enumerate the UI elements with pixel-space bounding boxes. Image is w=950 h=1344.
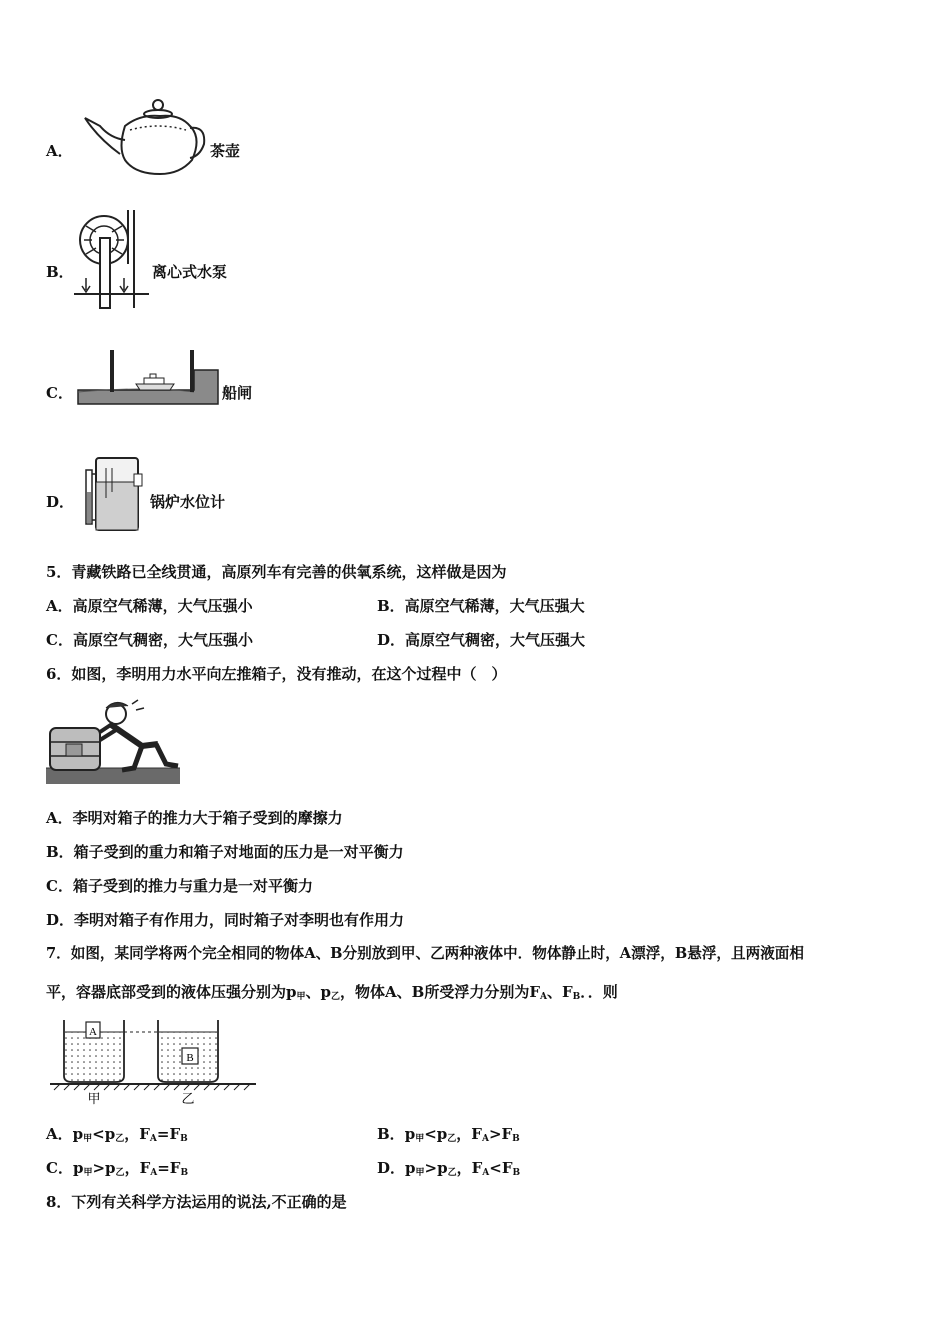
pushing-box-illustration bbox=[46, 698, 182, 786]
q5-option-c: C．高原空气稠密，大气压强小 bbox=[46, 631, 253, 649]
teapot-icon bbox=[80, 98, 210, 178]
liquid-containers-figure bbox=[46, 1018, 261, 1106]
q6-stem: 6．如图，李明用力水平向左推箱子，没有推动，在这个过程中（ ） bbox=[46, 665, 507, 683]
q4-option-d-caption: 锅炉水位计 bbox=[150, 493, 226, 511]
box-a-label: A bbox=[89, 1026, 97, 1038]
q5-option-d: D．高原空气稠密，大气压强大 bbox=[377, 631, 586, 649]
container-yi-label: 乙 bbox=[181, 1092, 195, 1107]
q4-option-a-caption: 茶壶 bbox=[210, 142, 241, 160]
ship-lock-icon bbox=[78, 348, 218, 412]
q6-option-c: C．箱子受到的推力与重力是一对平衡力 bbox=[46, 877, 313, 895]
q5-option-b: B．高原空气稀薄，大气压强大 bbox=[377, 597, 585, 615]
pump-icon bbox=[74, 208, 149, 310]
q6-option-b: B．箱子受到的重力和箱子对地面的压力是一对平衡力 bbox=[46, 843, 404, 861]
q4-option-c-letter: C． bbox=[46, 384, 73, 402]
q4-option-c-caption: 船闸 bbox=[222, 384, 253, 402]
q8-stem: 8．下列有关科学方法运用的说法,不正确的是 bbox=[46, 1193, 347, 1211]
box-b-label: B bbox=[186, 1052, 194, 1064]
q4-option-a-letter: A． bbox=[46, 142, 73, 160]
q5-stem: 5．青藏铁路已全线贯通，高原列车有完善的供氧系统，这样做是因为 bbox=[46, 563, 507, 581]
q7-option-a: A．$p_甲<p_乙$，$F_A=F_B$ bbox=[46, 1125, 188, 1144]
q7-stem-line2: 平，容器底部受到的液体压强分别为$p_甲$、$p_乙$，物体A、B所受浮力分别为$F_A$、$F_B$．．则 bbox=[46, 983, 618, 1002]
q5-option-a: A．高原空气稀薄，大气压强小 bbox=[46, 597, 253, 615]
boiler-gauge-icon bbox=[84, 452, 144, 536]
q4-option-b-caption: 离心式水泵 bbox=[152, 263, 228, 281]
q7-option-c: C．$p_甲>p_乙$，$F_A=F_B$ bbox=[46, 1159, 189, 1178]
q6-option-d: D．李明对箱子有作用力，同时箱子对李明也有作用力 bbox=[46, 911, 405, 929]
q7-option-b: B．$p_甲<p_乙$，$F_A>F_B$ bbox=[377, 1125, 520, 1144]
q4-option-b-letter: B． bbox=[46, 263, 74, 281]
q7-option-d: D．$p_甲>p_乙$，$F_A<F_B$ bbox=[377, 1159, 521, 1178]
q6-option-a: A．李明对箱子的推力大于箱子受到的摩擦力 bbox=[46, 809, 343, 827]
q7-stem-line1: 7．如图，某同学将两个完全相同的物体A、B分别放到甲、乙两种液体中．物体静止时，A漂浮，B悬浮，且两液面相 bbox=[46, 945, 804, 962]
q4-option-d-letter: D． bbox=[46, 493, 75, 511]
container-jia-label: 甲 bbox=[87, 1092, 101, 1107]
